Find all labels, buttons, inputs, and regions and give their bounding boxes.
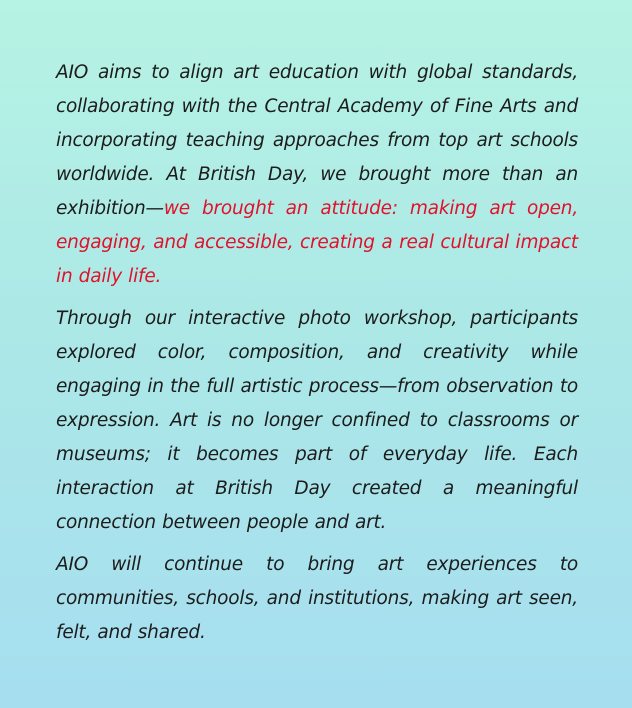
paragraph-outlook: AIO will continue to bring art experiences to communities, schools, and institutions, making art seen, felt, and shared.: [56, 554, 578, 643]
paragraph-intro-text: AIO aims to align art education with global standards, collaborating with the Central Academy of Fine Arts and incorporating teaching approaches from top art schools worldwide. At British Day, we brought more than an exhibition—: [56, 62, 578, 219]
paragraph-intro: [56, 56, 578, 294]
article-body: [56, 56, 578, 658]
paragraph-intro-highlight: we brought an attitude: making art open, engaging, and accessible, creating a real cultural impact in daily life.: [56, 198, 578, 287]
paragraph-workshop: Through our interactive photo workshop, participants explored color, composition, and creativity while engaging in the full artistic process—from observation to expression. Art is no longer confined to classrooms or museums; it becomes part of everyday life. Each interaction at British Day created a meaningful connection between people and art.: [56, 308, 578, 533]
